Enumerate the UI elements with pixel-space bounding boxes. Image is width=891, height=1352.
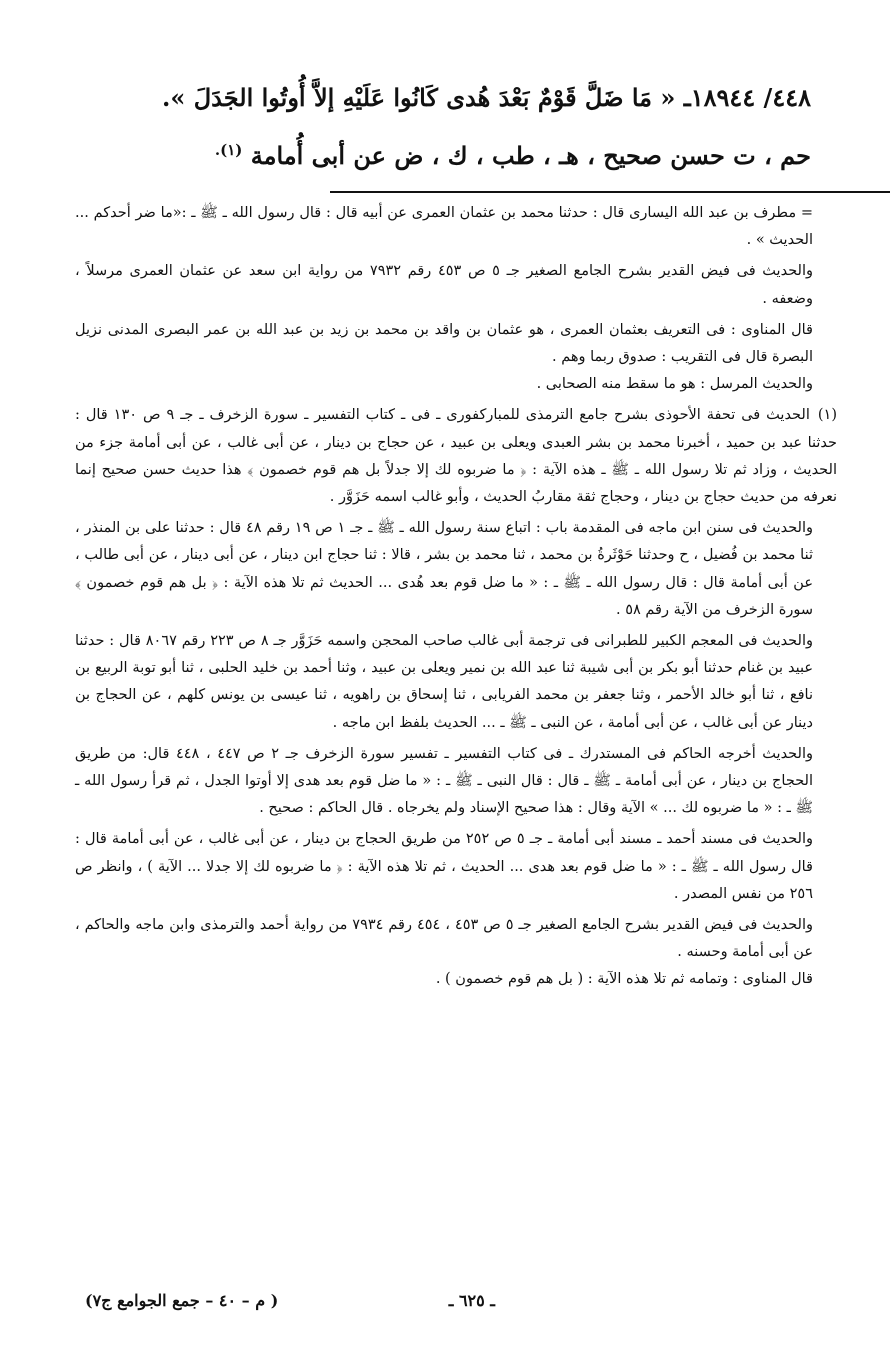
- page-number: ـ ٦٢٥ ـ: [448, 1291, 495, 1310]
- footnote-paragraph: قال المناوى : وتمامه ثم تلا هذه الآية : ( بل هم قوم خصمون ) .: [435, 971, 813, 988]
- footnote-paragraph: والحديث فى مسند أحمد ـ مسند أبى أمامة ـ جـ ٥ ص ٢٥٢ من طريق الحجاج بن دينار ، عن أبى غالب ، عن أبى أمامة قال : قال رسول الله ـ ﷺ ـ : « ما ضل قوم بعد هدى ... الحديث ، ثم تلا هذه الآية : ﴿ ما ضربوه لك إلا جدلا ... الآية ) ، وانظر ص ٢٥٦ من نفس المصدر .: [75, 831, 813, 902]
- footnote-1: [75, 402, 837, 511]
- hadith-text: ـ « مَا ضَلَّ قَوْمٌ بَعْدَ هُدى كَانُوا عَلَيْهِ إلاَّ أُوتُوا الجَدَلَ ».: [162, 83, 691, 112]
- footnote-reference: (١).: [214, 141, 243, 159]
- hadith-number: ٤٤٨/ ١٨٩٤٤: [690, 83, 811, 112]
- footnote-paragraph: والحديث أخرجه الحاكم فى المستدرك ـ فى كتاب التفسير ـ تفسير سورة الزخرف جـ ٢ ص ٤٤٧ ، ٤٤٨ قال: من طريق الحجاج بن دينار ، عن أبى أمامة ـ ﷺ ـ قال : قال النبى ـ ﷺ ـ : « ما ضل قوم بعد هدى إلا أوتوا الجدل ، ثم قرأ رسول الله ـ ﷺ ـ : « ما ضربوه لك ... » الآية وقال : هذا صحيح الإسناد ولم يخرجاه . قال الحاكم : صحيح .: [75, 745, 813, 817]
- hadith-sources-line: [71, 124, 811, 182]
- footnote-paragraph: والحديث فى سنن ابن ماجه فى المقدمة باب : اتباع سنة رسول الله ـ ﷺ ـ جـ ١ ص ١٩ رقم ٤٨ قال : حدثنا على بن المنذر ، ثنا محمد بن فُضيل ، ح وحدثنا حَوْثَرةُ بن محمد ، ثنا محمد بن بشر ، قالا : ثنا حجاج ابن دينار ، عن أبى دينار ، عن أبى طالب ، عن أبى أمامة قال : قال رسول الله ـ ﷺ ـ : « ما ضل قوم بعد هُدى ... الحديث ثم تلا هذه الآية : ﴿ بل هم قوم خصمون ﴾ سورة الزخرف من الآية رقم ٥٨ .: [75, 520, 814, 618]
- footnote-1-text: الحديث فى تحفة الأحوذى بشرح جامع الترمذى للمباركفورى ـ فى ـ كتاب التفسير ـ سورة الزخرف ـ جـ ٩ ص ١٣٠ قال : حدثنا عبد بن حميد ، أخبرنا محمد بن بشر العبدى ويعلى بن عبيد ، عن حجاج بن دينار ، عن أبى غالب ، عن أبى أمامة جزء من الحديث ، وزاد ثم تلا رسول الله ـ ﷺ ـ هذه الآية : ﴿ ما ضربوه لك إلا جدلاً بل هم قوم خصمون ﴾ هذا حديث حسن صحيح إنما نعرفه من حديث حجاج بن دينار ، وحجاج ثقة مقاربُ الحديث ، وأبو غالب اسمه حَزَوَّر .: [75, 407, 837, 506]
- footnote-marker: (١): [817, 407, 837, 424]
- footnote-continuation: = مطرف بن عبد الله اليسارى قال : حدثنا محمد بن عثمان العمرى عن أبيه قال : قال رسول الله ـ ﷺ ـ :«ما ضر أحدكم ... الحديث » .: [75, 205, 813, 249]
- footnote-paragraph: والحديث فى المعجم الكبير للطبرانى فى ترجمة أبى غالب صاحب المحجن واسمه حَزَوَّر جـ ٨ ص ٢٢٣ رقم ٨٠٦٧ قال : حدثنا عبيد بن غنام حدثنا أبو بكر بن أبى شيبة ثنا عبد الله بن نمير ويعلى بن عبيد ، وثنا أحمد بن خليد الحلبى ، ثنا أبو توبة الربيع بن نافع ، ثنا أبو خالد الأحمر ، وثنا جعفر بن محمد الفريابى ، ثنا إسحاق بن راهويه ، ثنا عيسى بن يونس كلهم ، عن الحجاج بن دينار عن أبى غالب ، عن أبى أمامة ، عن النبى ـ ﷺ ـ ... الحديث بلفظ ابن ماجه .: [75, 633, 813, 731]
- footnote-paragraph: قال المناوى : فى التعريف بعثمان العمرى ، هو عثمان بن واقد بن محمد بن زيد بن عبد الله بن عمر البصرى المدنى نزيل البصرة قال فى التقريب : صدوق ربما وهم .: [75, 321, 813, 366]
- footnote-separator: [330, 191, 890, 193]
- footnote-paragraph: والحديث المرسل : هو ما سقط منه الصحابى .: [536, 376, 813, 393]
- footnotes: [75, 200, 837, 998]
- page-footer: [60, 1285, 660, 1325]
- signature-mark: ( م – ٤٠ – جمع الجوامع ج٧): [85, 1291, 279, 1310]
- footnote-paragraph: والحديث فى فيض القدير بشرح الجامع الصغير جـ ٥ ص ٤٥٣ ، ٤٥٤ رقم ٧٩٣٤ من رواية أحمد والترمذى وابن ماجه والحاكم ، عن أبى أمامة وحسنه .: [75, 917, 814, 961]
- hadith-sources: حم ، ت حسن صحيح ، هـ ، طب ، ك ، ض عن أبى أُمامة: [250, 141, 811, 170]
- footnote-paragraph: والحديث فى فيض القدير بشرح الجامع الصغير جـ ٥ ص ٤٥٣ رقم ٧٩٣٢ من رواية ابن سعد عن عثمان العمرى مرسلاً ، وضعفه .: [75, 263, 813, 307]
- hadith-text-line: [71, 72, 811, 124]
